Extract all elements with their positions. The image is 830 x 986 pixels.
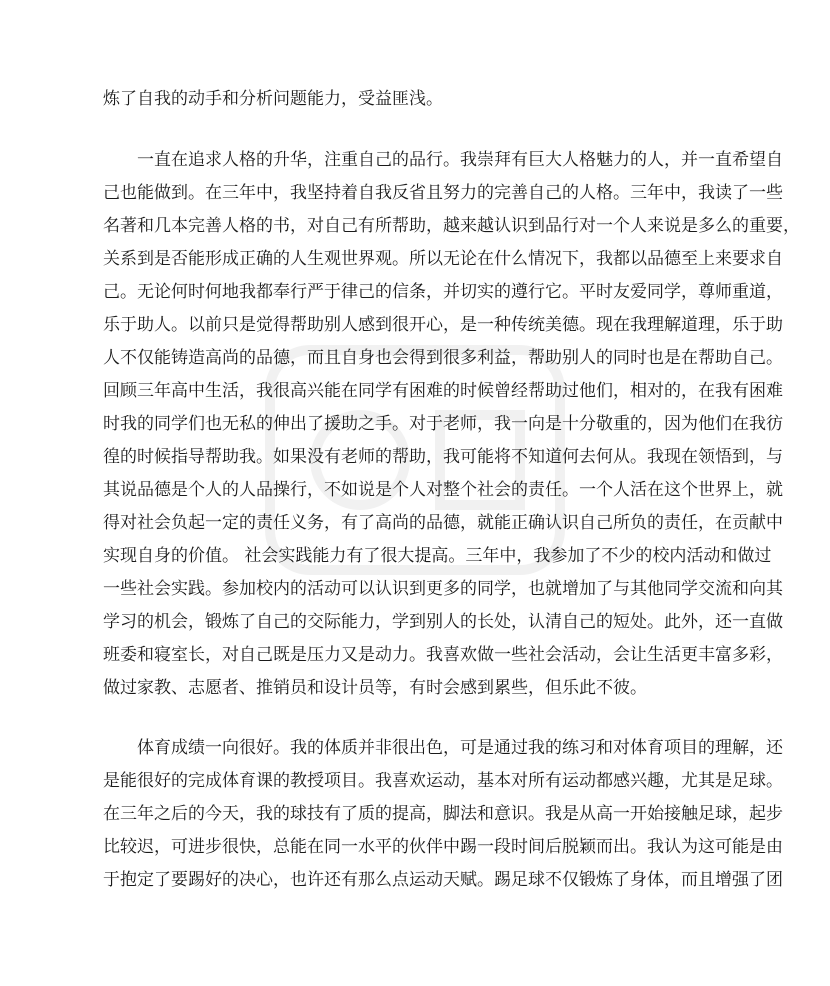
paragraph-3-line-1: 体育成绩一向很好。我的体质并非很出色，可是通过我的练习和对体育项目的理解，还 [137, 738, 783, 758]
paragraph-3-line-4: 比较迟，可进步很快，总能在同一水平的伙伴中踢一段时间后脱颖而出。我认为这可能是由 [103, 837, 783, 857]
paragraph-2-line-9: 时我的同学们也无私的伸出了援助之手。对于老师，我一向是十分敬重的，因为他们在我彷 [103, 414, 783, 434]
paragraph-2-line-10: 徨的时候指导帮助我。如果没有老师的帮助，我可能将不知道何去何从。我现在领悟到，与 [103, 447, 783, 467]
paragraph-2-line-3: 名著和几本完善人格的书，对自己有所帮助，越来越认识到品行对一个人来说是多么的重要， [103, 216, 800, 236]
paragraph-1-line-1: 炼了自我的动手和分析问题能力，受益匪浅。 [103, 89, 443, 109]
paragraph-3-line-3: 在三年之后的今天，我的球技有了质的提高，脚法和意识。我是从高一开始接触足球，起步 [103, 804, 783, 824]
paragraph-2-line-4: 关系到是否能形成正确的人生观世界观。所以无论在什么情况下，我都以品德至上来要求自 [103, 249, 783, 269]
paragraph-2-line-6: 乐于助人。以前只是觉得帮助别人感到很开心，是一种传统美德。现在我理解道理，乐于助 [103, 315, 783, 335]
paragraph-2-line-15: 学习的机会，锻炼了自己的交际能力，学到别人的长处，认清自己的短处。此外，还一直做 [103, 612, 783, 632]
paragraph-2-line-7: 人不仅能铸造高尚的品德，而且自身也会得到很多利益，帮助别人的同时也是在帮助自己。 [103, 348, 783, 368]
paragraph-2-line-1: 一直在追求人格的升华，注重自己的品行。我崇拜有巨大人格魅力的人，并一直希望自 [137, 150, 783, 170]
paragraph-3-line-5: 于抱定了要踢好的决心，也许还有那么点运动天赋。踢足球不仅锻炼了身体，而且增强了团 [103, 870, 783, 890]
paragraph-2-line-5: 己。无论何时何地我都奉行严于律己的信条，并切实的遵行它。平时友爱同学，尊师重道， [103, 282, 783, 302]
paragraph-2-line-16: 班委和寝室长，对自己既是压力又是动力。我喜欢做一些社会活动，会让生活更丰富多彩， [103, 645, 783, 665]
paragraph-2-line-12: 得对社会负起一定的责任义务，有了高尚的品德，就能正确认识自己所负的责任，在贡献中 [103, 513, 783, 533]
paragraph-2-line-2: 己也能做到。在三年中，我坚持着自我反省且努力的完善自己的人格。三年中，我读了一些 [103, 183, 783, 203]
paragraph-2-line-11: 其说品德是个人的人品操行，不如说是个人对整个社会的责任。一个人活在这个世界上，就 [103, 480, 783, 500]
paragraph-3-line-2: 是能很好的完成体育课的教授项目。我喜欢运动，基本对所有运动都感兴趣，尤其是足球。 [103, 771, 783, 791]
paragraph-2-line-8: 回顾三年高中生活，我很高兴能在同学有困难的时候曾经帮助过他们，相对的，在我有困难 [103, 381, 783, 401]
paragraph-2-line-17: 做过家教、志愿者、推销员和设计员等，有时会感到累些，但乐此不彼。 [103, 678, 647, 698]
paragraph-2-line-14: 一些社会实践。参加校内的活动可以认识到更多的同学，也就增加了与其他同学交流和向其 [103, 579, 783, 599]
paragraph-2-line-13: 实现自身的价值。 社会实践能力有了很大提高。三年中，我参加了不少的校内活动和做过 [103, 546, 772, 566]
